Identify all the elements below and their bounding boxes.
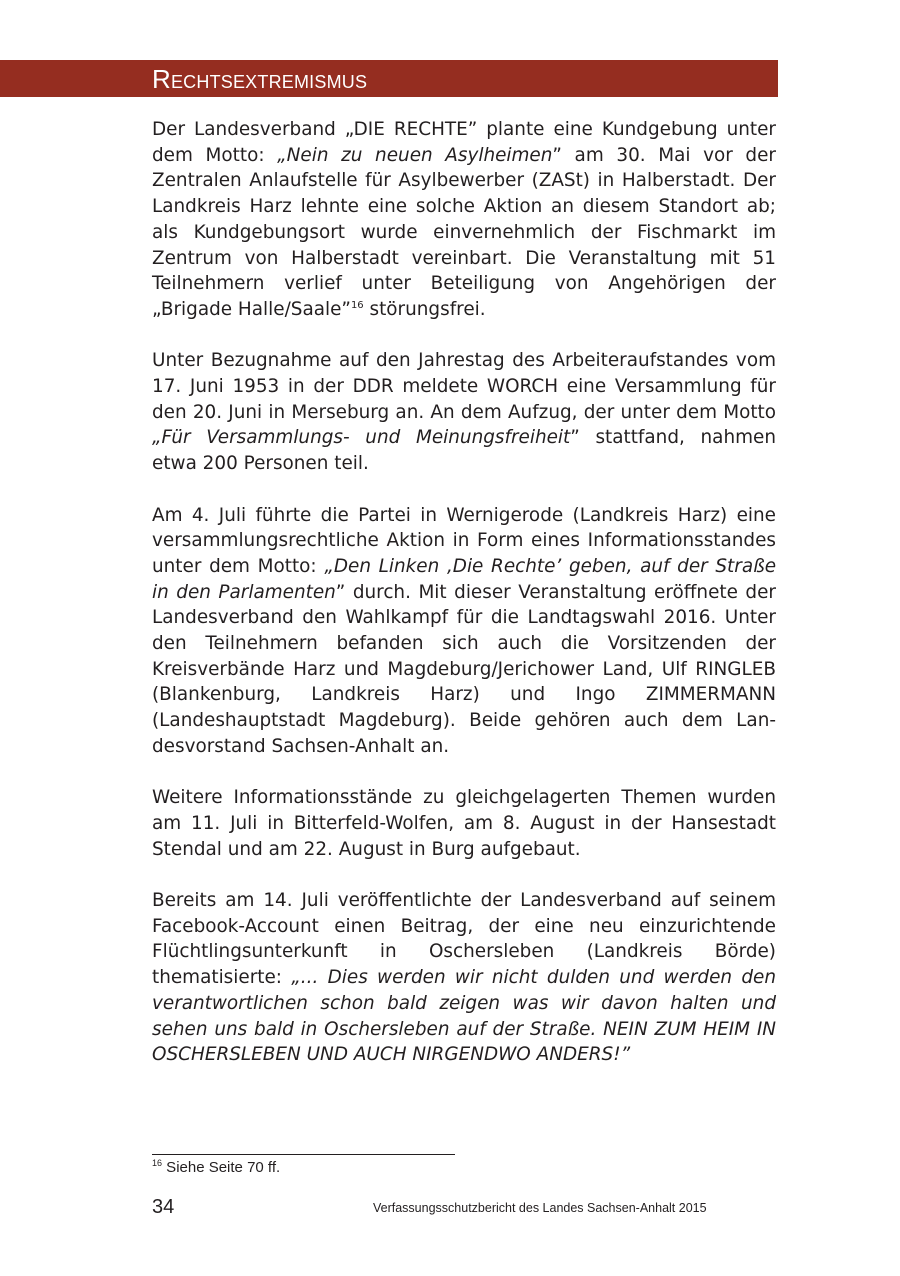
- paragraph-4: [152, 785, 776, 862]
- paragraph-5: [152, 888, 776, 1068]
- paragraph-2-text-b: ” stattfand, nahmen etwa 200 Personen teil.: [152, 427, 776, 475]
- footnote-text: Siehe Seite 70 ff.: [162, 1159, 281, 1176]
- paragraph-5-text: Bereits am 14. Juli veröffentlichte der Landesverband auf seinem Facebook-Account einen Beitrag, der eine neu einzurichtende Flüchtlingsunterkunft in Oschersleben (Landkreis Börde) thematisierte:: [152, 890, 776, 989]
- paragraph-5-quote: „... Dies werden wir nicht dulden und werden den verantwortlichen schon bald zeigen was wir davon halten und sehen uns bald in Oschersleben auf der Straße. NEIN ZUM HEIM IN OSCHERSLEBEN UND AUCH NIRGENDWO ANDERS!”: [152, 967, 776, 1066]
- paragraph-3: [152, 503, 776, 760]
- paragraph-2: [152, 348, 776, 477]
- paragraph-2-quote: „Für Versammlungs- und Meinungsfreiheit: [152, 427, 571, 449]
- paragraph-3-quote: „Den Linken ‚Die Rechte’ geben, auf der Straße in den Parlamenten: [152, 555, 777, 603]
- paragraph-3-text-b: ” durch. Mit dieser Veranstaltung eröffnete der Landesverband den Wahlkampf für die Landtagswahl 2016. Unter den Teilnehmern befanden sich auch die Vorsitzenden der Kreisverbände Harz und Magdeburg/Jerichower Land, Ulf RINGLEB (Blankenburg, Landkreis Harz) und Ingo ZIMMERMANN (Landeshauptstadt Magdeburg). Beide gehören auch dem Landesvorstand Sachsen-Anhalt an.: [152, 581, 776, 757]
- paragraph-2-text-a: Unter Bezugnahme auf den Jahrestag des Arbeiteraufstandes vom 17. Juni 1953 in der DDR meldete WORCH eine Versammlung für den 20. Juni in Merseburg an. An dem Aufzug, der unter dem Motto: [152, 350, 776, 423]
- publication-footer: Verfassungsschutzbericht des Landes Sachsen-Anhalt 2015: [373, 1201, 707, 1215]
- footnote-divider: [152, 1154, 455, 1155]
- paragraph-1-quote: „Nein zu neuen Asylheimen: [277, 144, 553, 166]
- paragraph-1: [152, 117, 776, 323]
- footnote: [152, 1159, 280, 1177]
- section-title: Rechtsextremismus: [152, 64, 368, 94]
- paragraph-3-text-a: Am 4. Juli führte die Partei in Wernigerode (Landkreis Harz) eine versammlungsrechtliche Aktion in Form eines Informationsstandes unter dem Motto:: [152, 504, 776, 577]
- footnote-marker: 16: [152, 1158, 163, 1168]
- paragraph-4-text: Weitere Informationsstände zu gleichgelagerten Themen wurden am 11. Juli in Bitterfeld-Wolfen, am 8. August in der Hansestadt Stendal und am 22. August in Burg aufgebaut.: [152, 787, 776, 860]
- page-number: 34: [152, 1196, 175, 1218]
- body-text: [152, 117, 776, 1094]
- section-header-bar: [0, 60, 778, 97]
- paragraph-1-text-b: ” am 30. Mai vor der Zentralen Anlaufstelle für Asylbewerber (ZASt) in Halberstadt. Der Landkreis Harz lehnte eine solche Aktion an diesem Standort ab; als Kundgebungsort wurde einvernehmlich der Fischmarkt im Zentrum von Halberstadt vereinbart. Die Veranstaltung mit 51 Teilnehmern verlief unter Beteiligung von Angehörigen der „Brigade Halle/Saale”: [152, 144, 776, 320]
- footnote-reference: 16: [350, 299, 364, 311]
- paragraph-1-text-c: störungsfrei.: [363, 298, 486, 320]
- paragraph-1-text-a: Der Landesverband „DIE RECHTE” plante eine Kundgebung unter dem Motto:: [152, 119, 776, 166]
